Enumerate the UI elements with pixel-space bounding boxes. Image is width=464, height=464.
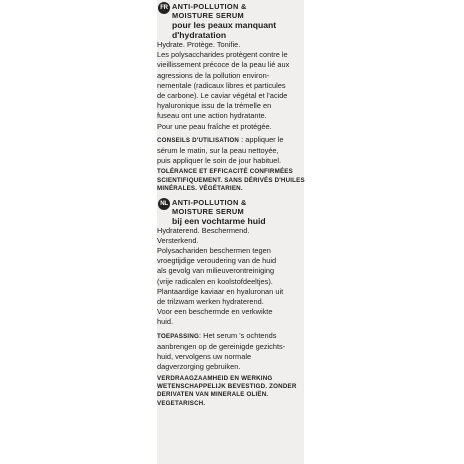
section-fr-header [157, 2, 307, 40]
fr-body-line: Pour une peau fraîche et protégée. [157, 121, 272, 131]
fr-description [157, 40, 307, 132]
fr-usage-label: CONSEILS D'UTILISATION [157, 136, 240, 144]
fr-fine-line: SCIENTIFIQUEMENT. SANS DÉRIVÉS D'HUILES [157, 176, 305, 184]
nl-fine-print [157, 375, 307, 409]
fr-body-line: de carbone). Le caviar végétal et l'acide [157, 91, 288, 101]
fr-body-line: nementale (radicaux libres et particules [157, 80, 286, 90]
nl-usage-label: TOEPASSING [157, 332, 199, 340]
fr-body-line: vieillissement précoce de la peau lié aux [157, 60, 290, 70]
nl-body-line: vroegtijdige veroudering van de huid [157, 256, 277, 266]
fr-body-line: Hydrate. Protège. Tonifie. [157, 40, 241, 49]
section-nl-header [157, 198, 307, 226]
nl-body-line: als gevolg van milieuverontreiniging [157, 266, 275, 276]
nl-body-line: huid. [157, 317, 174, 327]
nl-fine-line: WETENSCHAPPELIJK BEVESTIGD. ZONDER [157, 382, 297, 390]
nl-usage [157, 331, 307, 373]
fr-title-line-1: ANTI-POLLUTION & [172, 2, 247, 11]
nl-title-line-2: MOISTURE SERUM [172, 206, 244, 216]
nl-body-line: Polysachariden beschermen tegen [157, 246, 271, 256]
nl-usage-line: huid, vervolgens uw normale [157, 352, 252, 362]
nl-usage-line: aanbrengen op de gereinigde gezichts- [157, 341, 286, 351]
fr-body-line: agressions de la pollution environ- [157, 70, 270, 80]
fr-subtitle-line-2: d'hydratation [172, 30, 227, 40]
fr-fine-print [157, 168, 307, 193]
nl-fine-line: VERDRAAGZAAMHEID EN WERKING [157, 374, 273, 382]
nl-usage-line: : Het serum 's ochtends [199, 330, 277, 340]
nl-subtitle-line-1: bij een vochtarme huid [172, 215, 266, 226]
fr-body-line: Les polysaccharides protègent contre le [157, 50, 288, 60]
nl-body-line: de trilzwam werken hydraterend. [157, 297, 264, 307]
nl-badge: NL [158, 198, 170, 210]
fr-body-line: fuseau ont une action hydratante. [157, 111, 267, 121]
fr-usage [157, 135, 307, 167]
fr-subtitle-line-1: pour les peaux manquant [172, 20, 277, 30]
label-text-column [157, 2, 307, 412]
section-nl [157, 198, 307, 408]
nl-usage-line: dagverzorging gebruiken. [157, 362, 241, 372]
fr-usage-line: puis appliquer le soin de jour habituel. [157, 156, 282, 166]
nl-body-line: (vrije radicalen en koolstofdeeltjes). [157, 276, 273, 286]
fr-usage-line: : appliquer le [239, 134, 284, 144]
nl-fine-line: VEGETARISCH. [157, 399, 206, 407]
nl-title-line-1: ANTI-POLLUTION & [172, 197, 247, 207]
nl-body-line: Voor een beschermde en verkwikte [157, 307, 273, 317]
fr-usage-line: sérum le matin, sur la peau nettoyée, [157, 146, 279, 156]
nl-body-line: Plantaardige kaviaar en hyaluronan uit [157, 286, 284, 296]
fr-fine-line: MINÉRALES. VÉGÉTARIEN. [157, 185, 243, 193]
fr-badge: FR [158, 2, 170, 14]
section-fr [157, 2, 307, 194]
nl-fine-line: DERIVATEN VAN MINERALE OLIËN. [157, 391, 269, 399]
nl-description [157, 226, 307, 328]
fr-fine-line: TOLÉRANCE ET EFFICACITÉ CONFIRMÉES [157, 168, 293, 176]
nl-body-line: Versterkend. [157, 235, 199, 245]
nl-body-line: Hydraterend. Beschermend. [157, 225, 250, 235]
fr-title-line-2: MOISTURE SERUM [172, 11, 244, 20]
fr-body-line: hyaluronique issu de la trémelle en [157, 101, 272, 111]
